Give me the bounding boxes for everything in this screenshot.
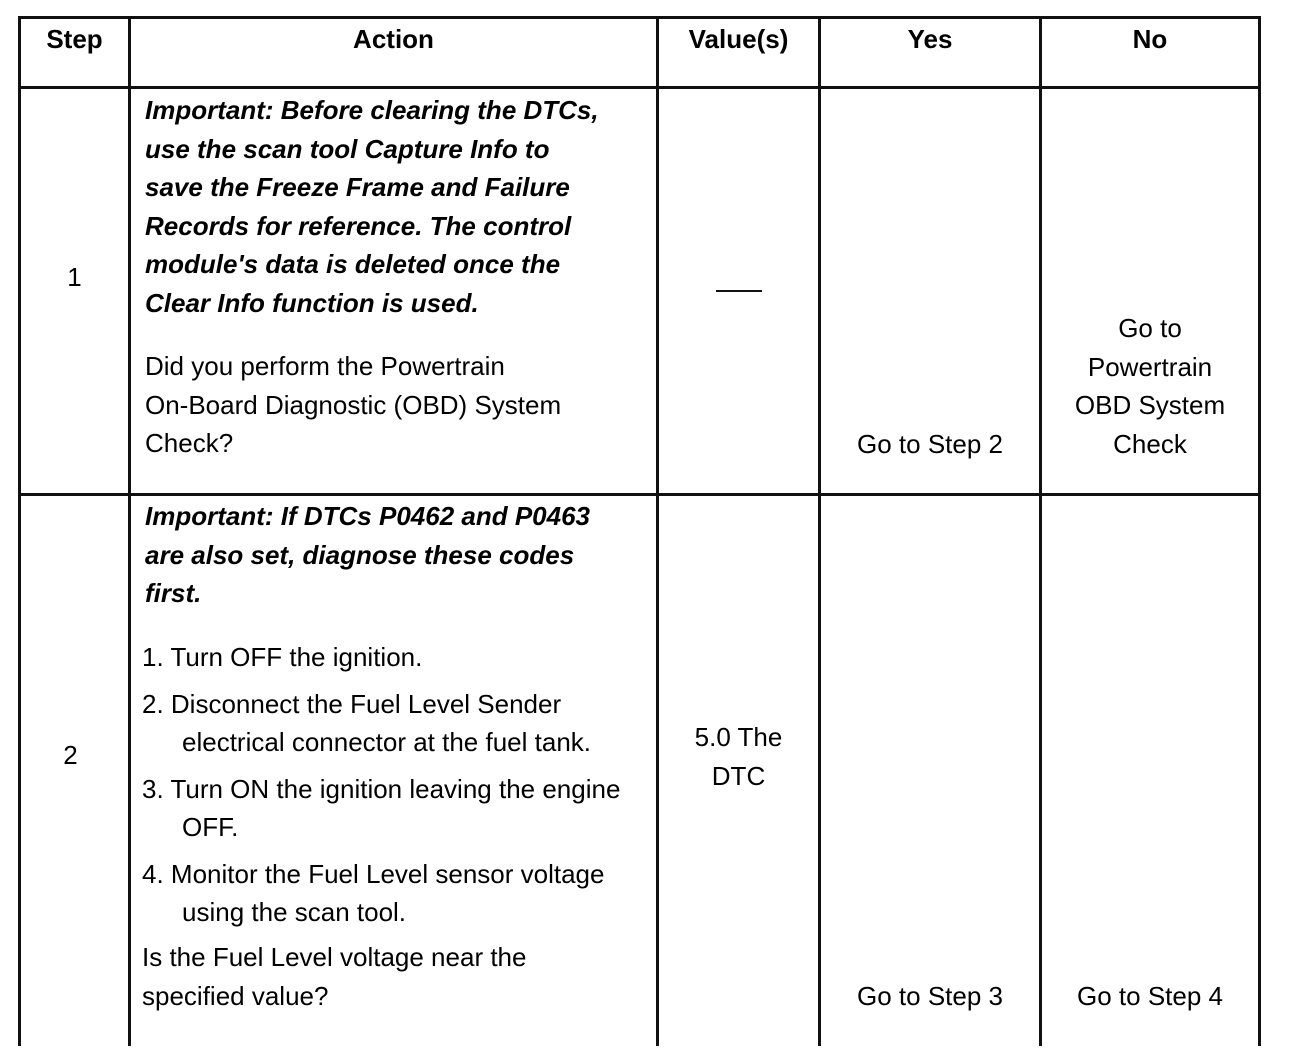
row-2-value-line-2: DTC [711,760,766,791]
header-action: Action [353,24,434,54]
procedure-step-4: 4. Monitor the Fuel Level sensor voltage using the scan tool. [142,858,605,927]
row-2-action [145,497,650,613]
row-1-no [1042,309,1258,463]
row-2-important-line-2: are also set, diagnose these codes [145,539,575,570]
table-left-border [18,16,21,1046]
row-2-yes: Go to Step 3 [857,981,1003,1011]
row-2-procedure-list [142,638,652,936]
row-1-important-line-6: Clear Info function is used. [145,287,479,318]
row-1-value [659,270,818,309]
row-2-question [142,938,652,1015]
row-2-value-line-1: 5.0 The [694,722,783,752]
row-1-no-line-3: OBD System [1074,390,1226,420]
procedure-step-3: 3. Turn ON the ignition leaving the engine OFF. [142,773,621,842]
row-2-no: Go to Step 4 [1077,981,1223,1011]
row-2-question-line-2: specified value? [142,980,329,1011]
header-step: Step [46,24,103,54]
row-1-bottom-border [18,493,1261,496]
row-1-no-line-2: Powertrain [1087,351,1213,382]
row-2-important-line-1: Important: If DTCs P0462 and P0463 [145,501,591,531]
row-1-action [145,91,650,463]
row-1-important-line-4: Records for reference. The control [145,210,572,241]
divider-action-values [656,16,659,1046]
row-1-important-line-1: Important: Before clearing the DTCs, [145,95,599,125]
row-1-yes: Go to Step 2 [857,429,1003,459]
row-1-important-line-2: use the scan tool Capture Info to [145,133,550,164]
row-1-important-line-5: module's data is deleted once the [145,249,561,279]
row-2-important-line-3: first. [145,578,202,608]
table-right-border [1258,16,1261,1046]
row-1-question-line-1: Did you perform the Powertrain [145,351,505,381]
header-no: No [1132,24,1168,54]
row-1-no-line-4: Check [1113,428,1187,459]
divider-step-action [128,16,131,1046]
row-2-question-line-1: Is the Fuel Level voltage near the [142,942,527,972]
row-2-step: 2 [63,740,78,770]
header-bottom-border [18,86,1261,89]
divider-values-yes [818,16,821,1046]
row-1-question-line-2: On-Board Diagnostic (OBD) System [145,389,562,420]
empty-value-dash [716,290,762,292]
procedure-step-1: 1. Turn OFF the ignition. [142,642,423,672]
row-1-no-line-1: Go to [1118,313,1182,343]
header-yes: Yes [907,24,953,54]
row-1-step: 1 [67,262,82,292]
divider-yes-no [1039,16,1042,1046]
row-1-important-line-3: save the Freeze Frame and Failure [145,172,570,202]
header-values: Value(s) [688,24,789,54]
row-1-question-line-3: Check? [145,428,234,458]
table-top-border [18,16,1261,19]
procedure-step-2: 2. Disconnect the Fuel Level Sender electrical connector at the fuel tank. [142,688,592,757]
row-2-value [659,718,818,795]
